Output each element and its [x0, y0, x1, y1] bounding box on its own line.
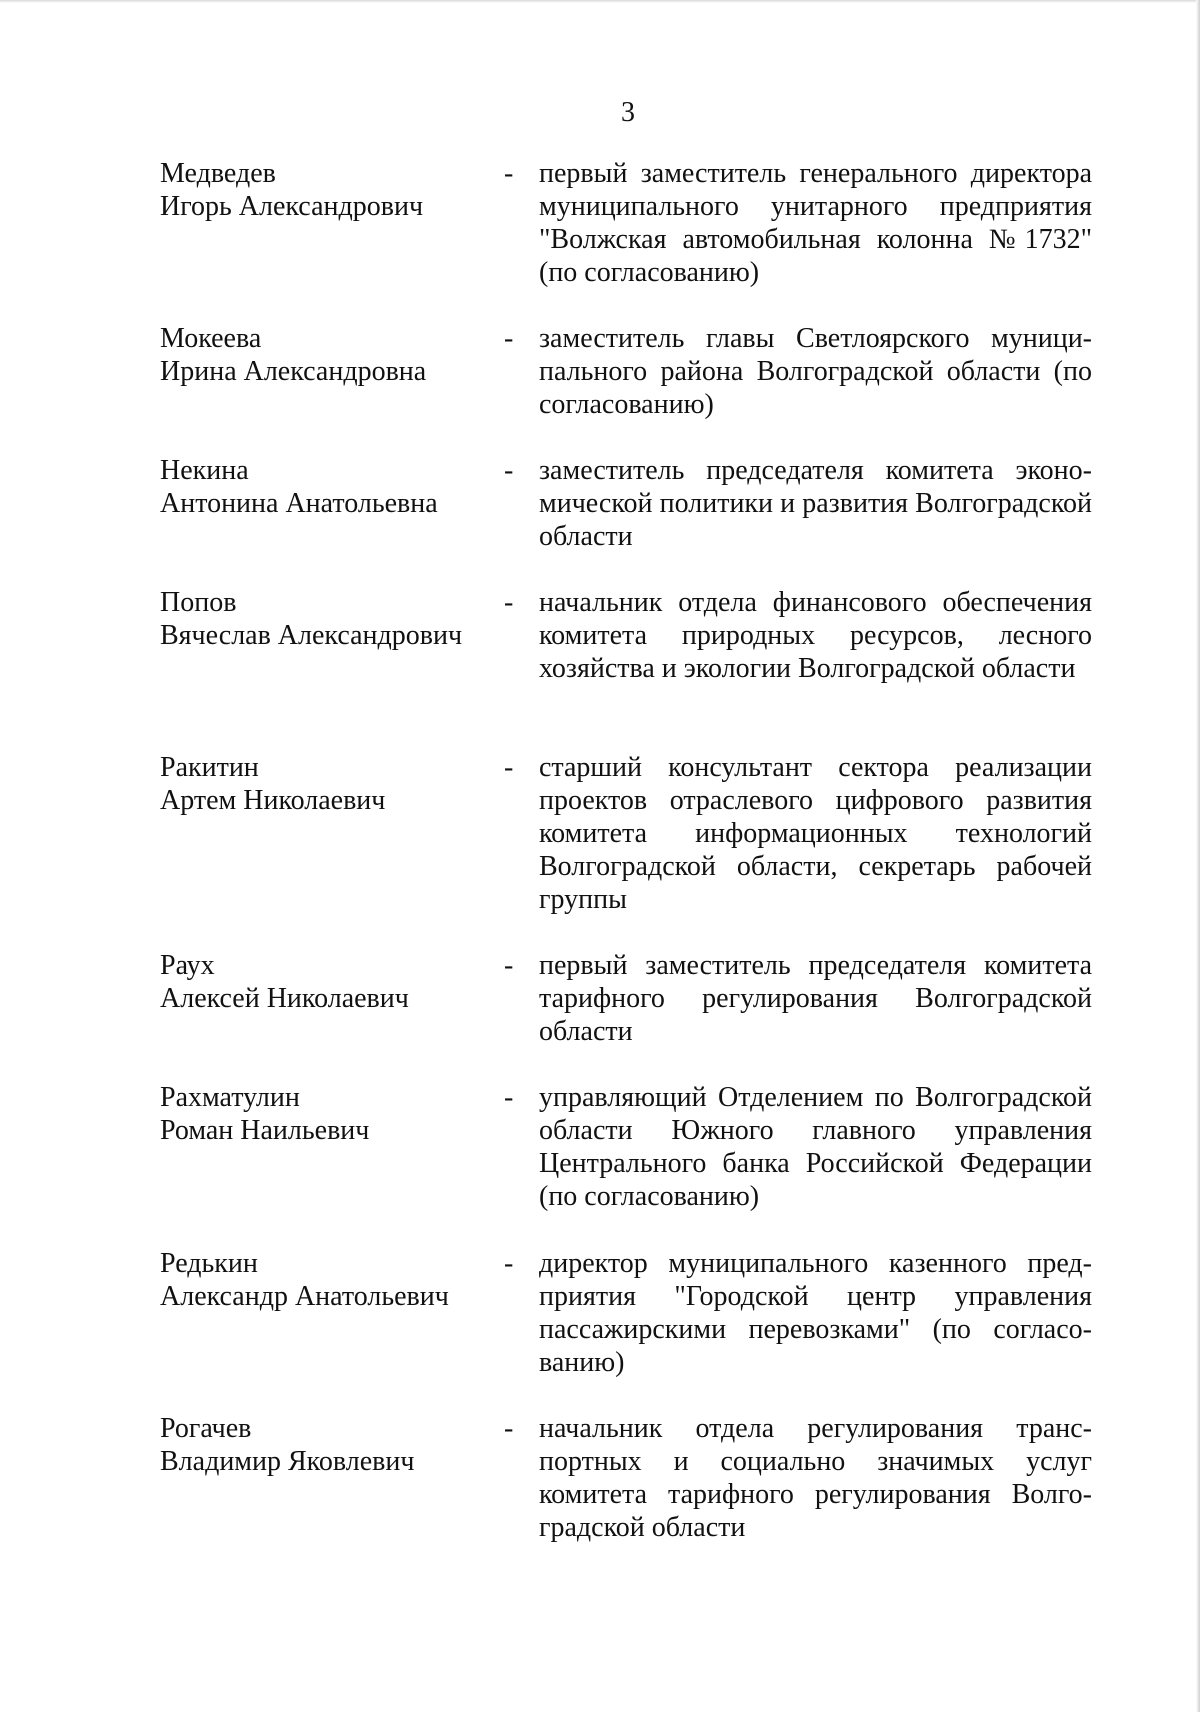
member-dash: -: [504, 323, 514, 354]
member-name: [160, 586, 490, 652]
member-given-names: Александр Анатольевич: [160, 1281, 449, 1312]
member-dash: -: [504, 1248, 514, 1279]
member-position: заместитель председателя комитета экономической политики и развития Волгоградской области: [539, 455, 1092, 552]
page-number: 3: [621, 97, 635, 128]
member-position: директор муниципального казенного предприятия "Городской центр управления пассажирскими перевозками" (по согласованию): [539, 1248, 1092, 1378]
member-name: [160, 1081, 490, 1147]
member-given-names: Антонина Анатольевна: [160, 488, 438, 519]
member-dash: -: [504, 587, 514, 618]
member-position: заместитель главы Светлоярского муниципального района Волгоградской области (по согласованию): [539, 323, 1092, 420]
member-position: начальник отдела регулирования транспортных и социально значимых услуг комитета тарифного регулирования Волгоградской области: [539, 1413, 1092, 1543]
scan-edge-right: [1196, 0, 1200, 1712]
member-surname: Раух: [160, 950, 215, 981]
scan-edge-top: [0, 0, 1200, 3]
member-given-names: Игорь Александрович: [160, 191, 424, 222]
member-surname: Редькин: [160, 1248, 258, 1279]
member-surname: Рогачев: [160, 1413, 252, 1444]
member-dash: -: [504, 1413, 514, 1444]
member-surname: Мокеева: [160, 323, 262, 354]
member-given-names: Роман Наильевич: [160, 1115, 370, 1146]
member-surname: Попов: [160, 587, 237, 618]
member-given-names: Артем Николаевич: [160, 785, 386, 816]
member-dash: -: [504, 455, 514, 486]
member-given-names: Ирина Александровна: [160, 356, 427, 387]
member-surname: Некина: [160, 455, 249, 486]
member-dash: -: [504, 950, 514, 981]
member-given-names: Алексей Николаевич: [160, 983, 409, 1014]
member-surname: Рахматулин: [160, 1082, 300, 1113]
member-position: первый заместитель председателя комитета тарифного регулирования Волгоградской области: [539, 950, 1092, 1047]
member-dash: -: [504, 158, 514, 189]
member-name: [160, 454, 490, 520]
member-position: первый заместитель генерального директора муниципального унитарного предприятия "Волжская автомобильная колонна №1732" (по согласованию): [539, 158, 1092, 288]
member-position: управляющий Отделением по Волгоградской области Южного главного управления Центрального банка Российской Федерации (по согласованию): [539, 1082, 1092, 1212]
member-dash: -: [504, 1082, 514, 1113]
member-given-names: Вячеслав Александрович: [160, 620, 463, 651]
member-surname: Медведев: [160, 158, 276, 189]
member-name: [160, 949, 490, 1015]
member-surname: Ракитин: [160, 752, 259, 783]
member-name: [160, 751, 490, 817]
member-given-names: Владимир Яковлевич: [160, 1446, 415, 1477]
member-name: [160, 1247, 490, 1313]
member-position: начальник отдела финансового обеспечения комитета природных ресурсов, лесного хозяйства и экологии Волгоградской области: [539, 587, 1092, 684]
member-name: [160, 1412, 490, 1478]
member-name: [160, 322, 490, 388]
member-dash: -: [504, 752, 514, 783]
member-name: [160, 157, 490, 223]
member-position: старший консультант сектора реализации проектов отраслевого цифрового развития комитета информационных технологий Волгоградской области, секретарь рабочей группы: [539, 752, 1092, 915]
